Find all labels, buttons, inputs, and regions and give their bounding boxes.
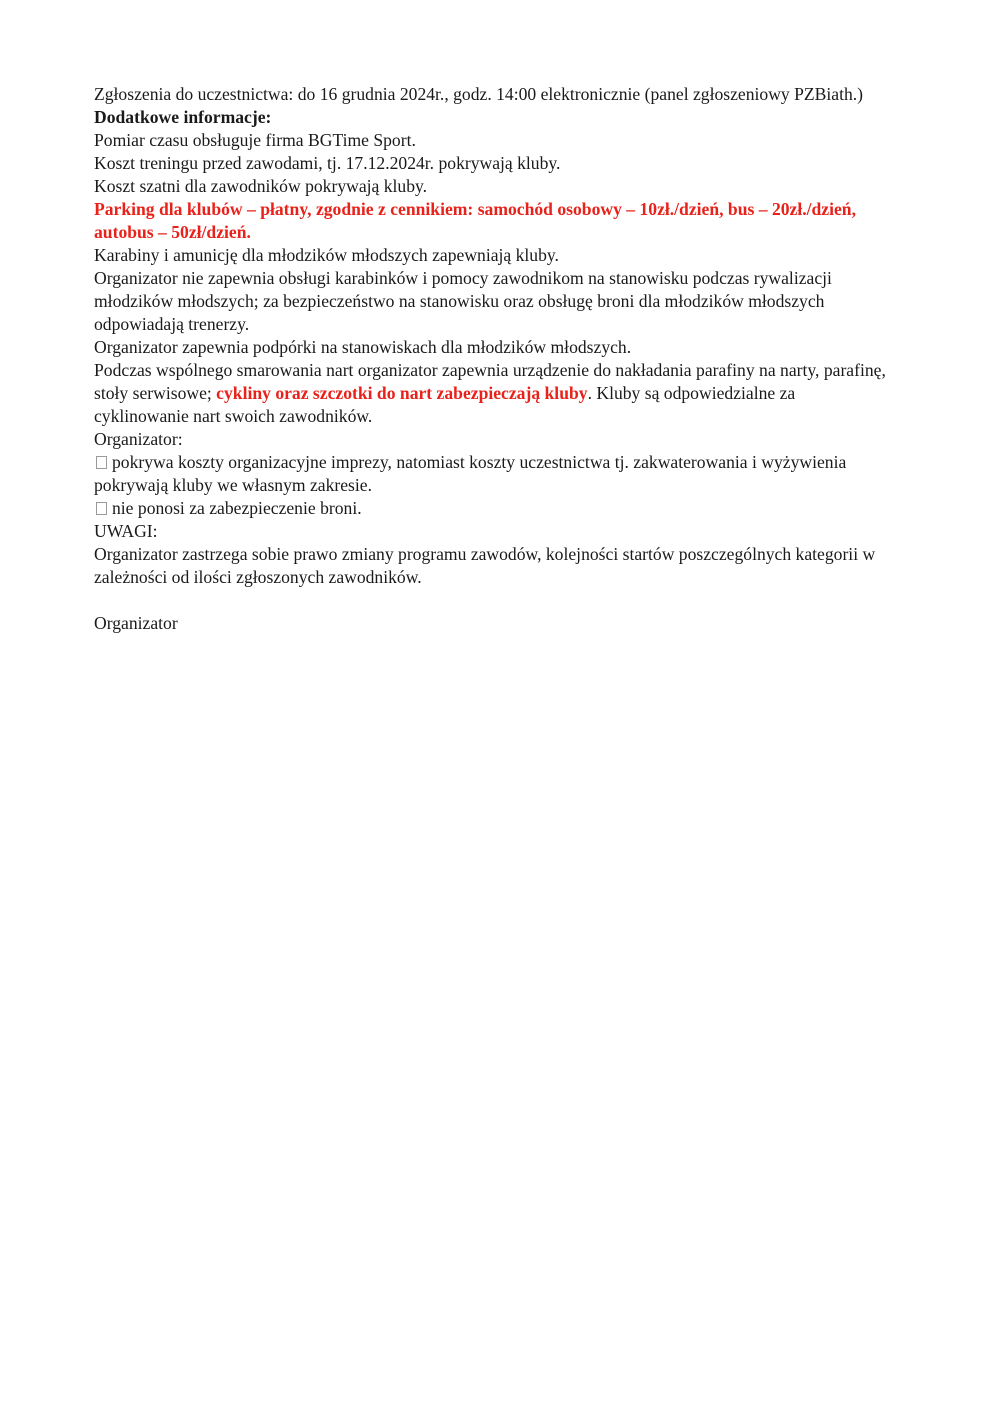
waxing-paragraph [94,359,894,428]
parking-paragraph: Parking dla klubów – płatny, zgodnie z cennikiem: samochód osobowy – 10zł./dzień, bus – 20zł./dzień, autobus – 50zł/dzień. [94,199,856,242]
timing-paragraph: Pomiar czasu obsługuje firma BGTime Sport. [94,130,416,150]
bullet-box-icon [96,456,107,469]
training-cost-paragraph: Koszt treningu przed zawodami, tj. 17.12.2024r. pokrywają kluby. [94,153,561,173]
supports-paragraph: Organizator zapewnia podpórki na stanowiskach dla młodzików młodszych. [94,337,632,357]
notes-heading: UWAGI: [94,521,158,541]
waxing-text-part2: . Kluby są odpowiedzialne za cyklinowanie nart swoich zawodników. [94,383,796,426]
bullet-text: nie ponosi za zabezpieczenie broni. [112,498,362,518]
registration-paragraph: Zgłoszenia do uczestnictwa: do 16 grudnia 2024r., godz. 14:00 elektronicznie (panel zgłoszeniowy PZBiath.) [94,84,864,104]
spacer [94,589,894,612]
waxing-highlight: cykliny oraz szczotki do nart zabezpieczają kluby [216,383,588,403]
bullet-box-icon [96,502,107,515]
notes-paragraph: Organizator zastrzega sobie prawo zmiany programu zawodów, kolejności startów poszczególnych kategorii w zależności od ilości zgłoszonych zawodników. [94,544,876,587]
organizer-label: Organizator: [94,429,183,449]
signature: Organizator [94,613,178,633]
document-page [94,83,894,635]
rifles-paragraph: Karabiny i amunicję dla młodzików młodszych zapewniają kluby. [94,245,559,265]
bullet-item-costs [94,451,894,497]
locker-cost-paragraph: Koszt szatni dla zawodników pokrywają kluby. [94,176,428,196]
waxing-text-part1: Podczas wspólnego smarowania nart organizator zapewnia urządzenie do nakładania parafiny na narty, parafinę, stoły serwisowe; [94,360,886,403]
rifle-service-paragraph: Organizator nie zapewnia obsługi karabinków i pomocy zawodnikom na stanowisku podczas rywalizacji młodzików młodszych; za bezpieczeństwo na stanowisku oraz obsługę broni dla młodzików młodszych odpowiadają trenerzy. [94,268,832,334]
bullet-text: pokrywa koszty organizacyjne imprezy, natomiast koszty uczestnictwa tj. zakwaterowania i wyżywienia pokrywają kluby we własnym zakresie. [94,452,847,495]
additional-info-heading: Dodatkowe informacje: [94,107,272,127]
bullet-item-weapons [94,497,894,520]
